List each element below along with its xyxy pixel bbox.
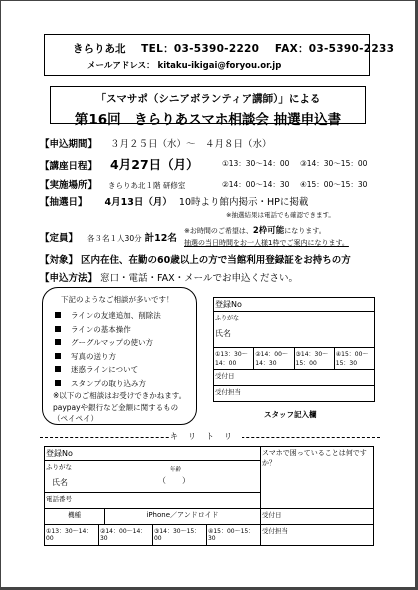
- staff-caption: スタッフ記入欄: [264, 410, 317, 419]
- capacity-note-1a: ※お時間のご希望は、: [184, 227, 253, 235]
- slot-3: ③14：30～15：00: [300, 159, 368, 168]
- target-label: 【対象】: [40, 255, 79, 266]
- form-received-date[interactable]: 受付日: [260, 509, 373, 525]
- lottery-date: 4月13日（月）: [104, 197, 172, 208]
- date-value: 4月27日（月）: [110, 157, 199, 172]
- capacity-note-2: 抽選の当日時間をお一人様1枠でご案内になります。: [184, 239, 349, 247]
- list-item: 写真の送り方: [55, 351, 161, 365]
- form-question-space[interactable]: [260, 493, 373, 509]
- venue-label: 【実施場所】: [40, 180, 98, 191]
- application-form: [44, 446, 374, 546]
- capacity-note-1c: になります。: [284, 227, 326, 235]
- capacity-row: [40, 230, 177, 244]
- form-slot-2[interactable]: ②14：00～14：30: [99, 525, 153, 545]
- staff-received-by[interactable]: 受付担当: [214, 386, 375, 402]
- staff-table: [213, 297, 375, 402]
- list-item: 迷惑ラインについて: [55, 364, 161, 378]
- capacity-small: 各３名１人30分: [87, 234, 142, 243]
- staff-slot-2[interactable]: ②14：00～14：30: [254, 348, 294, 370]
- list-item: ラインの基本操作: [55, 324, 161, 338]
- mail-address[interactable]: kitaku-ikigai@foryou.or.jp: [157, 61, 282, 71]
- bullet-icon: [55, 339, 61, 345]
- date-row: [40, 155, 199, 173]
- consult-note-1: ※以下のご相談はお受けできかねます。: [53, 391, 187, 400]
- method-value: 窓口・電話・FAX・メールでお申込ください。: [100, 273, 298, 284]
- venue-row: [40, 177, 185, 191]
- consult-list: [55, 310, 161, 391]
- method-row: [40, 270, 298, 284]
- staff-slot-1[interactable]: ①13：30～14：00: [214, 348, 254, 370]
- bullet-icon: [55, 366, 61, 372]
- form-reg-no[interactable]: 登録No: [45, 447, 261, 461]
- target-row: [40, 252, 351, 266]
- form-slot-1[interactable]: ①13：30～14：00: [45, 525, 99, 545]
- bullet-icon: [55, 380, 61, 386]
- form-slot-4[interactable]: ④15：00～15：30: [207, 528, 255, 542]
- lottery-label: 【抽選日】: [40, 197, 88, 208]
- bullet-icon: [55, 312, 61, 318]
- capacity-note-1: [184, 224, 326, 236]
- consult-note-2: paypayや銀行など金額に関するもの: [53, 403, 179, 412]
- staff-name-cell[interactable]: ふりがな 氏名: [214, 312, 375, 348]
- contact-box: [44, 34, 395, 76]
- form-name-cell[interactable]: ふりがな 氏名 年齢 （ ）: [45, 461, 261, 493]
- capacity-total: 計12名: [144, 233, 177, 244]
- tel-number: TEL：03-5390-2220: [141, 43, 260, 55]
- form-question[interactable]: スマホで困っていることは何ですか？: [260, 447, 373, 493]
- fax-number: FAX：03-5390-2233: [274, 43, 395, 55]
- form-slots: [45, 525, 261, 546]
- period-row: [40, 136, 272, 150]
- staff-slot-4[interactable]: ④15：00～15：30: [334, 348, 374, 370]
- capacity-label: 【定員】: [40, 233, 79, 244]
- lottery-note: ※抽選結果は電話でも確認できます。: [226, 211, 335, 219]
- staff-slot-3[interactable]: ③14：30～15：00: [294, 348, 334, 370]
- lottery-text: 10時より館内掲示・HPに掲載: [178, 197, 309, 208]
- date-label: 【講座日程】: [40, 161, 98, 172]
- consult-note-3: （ペイペイ）: [53, 414, 98, 423]
- list-item: ラインの友達追加、削除法: [55, 310, 161, 324]
- form-phone[interactable]: 電話番号: [45, 493, 261, 509]
- consult-box: [42, 287, 197, 425]
- slot-4: ④15：00～15：30: [300, 180, 368, 189]
- target-value: 区内在住、在勤の60歳以上の方で当館利用登録証をお持ちの方: [81, 255, 351, 266]
- org-name: きらりあ北: [73, 43, 126, 55]
- title-line1: 「スマサポ（シニアボランティア講師）」による: [95, 93, 321, 105]
- list-item: スタンプの取り込み方: [55, 378, 161, 392]
- title-line2: 第16回 きらりあスマホ相談会 抽選申込書: [74, 112, 342, 128]
- contact-line: [73, 41, 394, 56]
- method-label: 【申込方法】: [40, 273, 98, 284]
- list-item: グーグルマップの使い方: [55, 337, 161, 351]
- period-label: 【申込期間】: [40, 139, 98, 150]
- bullet-icon: [55, 326, 61, 332]
- capacity-note-1b: 2枠可能: [252, 226, 285, 236]
- staff-received-date[interactable]: 受付日: [214, 370, 375, 386]
- mail-label: メールアドレス：: [87, 61, 155, 71]
- form-received-by[interactable]: 受付担当: [260, 525, 373, 546]
- venue-value: きらりあ北１階 研修室: [108, 181, 186, 190]
- mail-line: [87, 59, 281, 71]
- form-model-value[interactable]: iPhone／アンドロイド: [105, 509, 261, 525]
- title-box: [50, 86, 366, 128]
- form-model-label: 機種: [45, 509, 105, 525]
- bullet-icon: [55, 353, 61, 359]
- consult-heading: 下記のようなご相談が多いです！: [61, 295, 174, 304]
- cut-mark: キリトリ: [170, 432, 242, 441]
- lottery-row: [40, 194, 308, 208]
- form-slot-3[interactable]: ③14：30～15：00: [153, 525, 207, 545]
- slot-1: ①13：30～14：00: [222, 159, 290, 168]
- staff-reg-no[interactable]: 登録No: [214, 298, 375, 312]
- period-value: ３月２５日（水）～ ４月８日（水）: [110, 139, 272, 150]
- slot-2: ②14：00～14：30: [222, 180, 290, 189]
